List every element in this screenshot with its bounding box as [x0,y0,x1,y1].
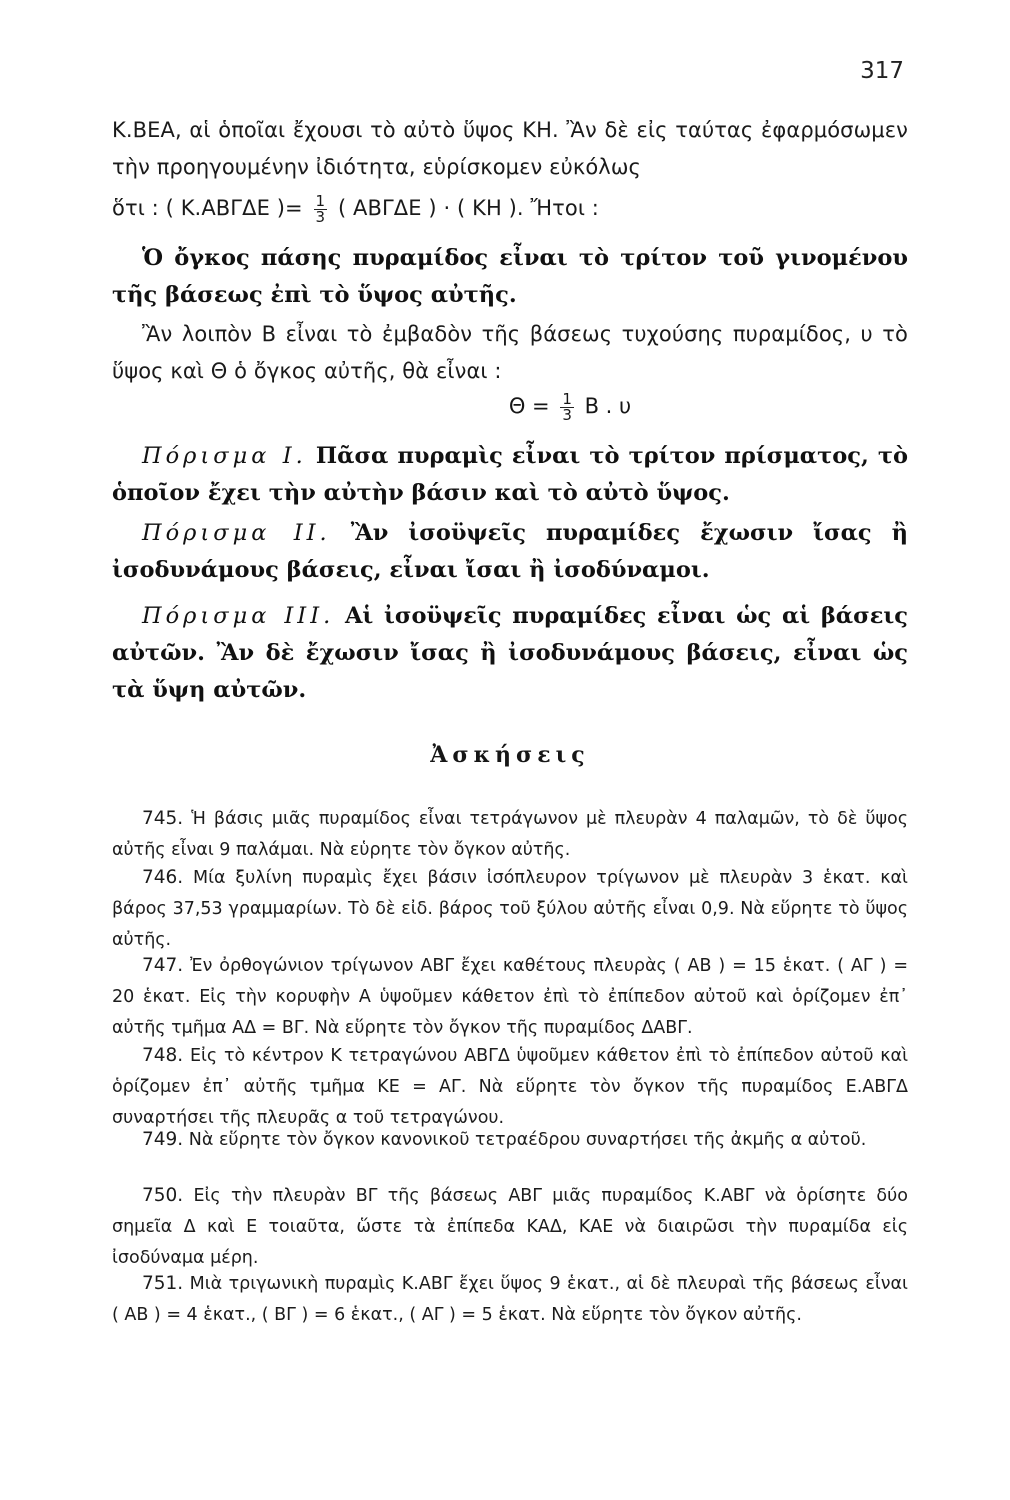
statement-block [112,316,908,390]
exercise-745 [112,803,908,866]
formula-rhs: ( ΑΒΓΔΕ ) · ( ΚΗ ). [337,196,524,220]
corollary-text: Ἂν ἰσοϋψεῖς πυραμίδες ἔχωσιν ἴσας ἢ ἰσοδυνάμους βάσεις, εἶναι ἴσαι ἢ ἰσοδύναμοι. [112,520,909,583]
corollary-3 [112,598,908,709]
corollary-2 [112,515,908,589]
main-formula-rhs: Β . υ [584,394,632,418]
main-fraction-numerator: 1 [562,389,572,408]
page-number: 317 [860,58,904,84]
intro-formula-line [112,190,908,227]
corollary-1 [112,438,908,512]
exercise-text: Εἰς τὴν πλευρὰν ΒΓ τῆς βάσεως ΑΒΓ μιᾶς πυραμίδος Κ.ΑΒΓ νὰ ὁρίσητε δύο σημεῖα Δ καὶ Ε τοιαῦτα, ὥστε τὰ ἐπίπεδα ΚΑΔ, ΚΑΕ νὰ διαιρῶσι τὴν πυραμίδα εἰς ἰσοδύναμα μέρη. [112,1186,908,1268]
exercises-heading: Ἀσκήσεις [430,742,590,768]
exercise-number: 749. [142,1129,184,1150]
exercise-text: Νὰ εὕρητε τὸν ὄγκον κανονικοῦ τετραέδρου συναρτήσει τῆς ἀκμῆς α αὐτοῦ. [188,1130,867,1150]
main-fraction-denominator: 3 [562,405,572,424]
exercises-heading-block [112,742,908,768]
fraction-numerator: 1 [315,191,326,210]
exercise-number: 748. [142,1045,184,1066]
exercise-text: Ἐν ὀρθογώνιον τρίγωνον ΑΒΓ ἔχει καθέτους πλευρὰς ( ΑΒ ) = 15 ἑκατ. ( ΑΓ ) = 20 ἑκατ. Εἰς τὴν κορυφὴν Α ὑψοῦμεν κάθετον ἐπὶ τὸ ἐπίπεδον αὐτοῦ καὶ ὁρίζομεν ἐπ᾿ αὐτῆς τμῆμα ΑΔ = ΒΓ. Νὰ εὕρητε τὸν ὄγκον τῆς πυραμίδος ΔΑΒΓ. [112,956,908,1038]
exercise-text: Ἡ βάσις μιᾶς πυραμίδος εἶναι τετράγωνον μὲ πλευρὰν 4 παλαμῶν, τὸ δὲ ὕψος αὐτῆς εἶναι 9 παλάμαι. Νὰ εὑρητε τὸν ὄγκον αὐτῆς. [112,809,908,860]
corollary-label: Πόρισμα ΙΙ. [142,520,331,546]
exercise-text: Εἰς τὸ κέντρον Κ τετραγώνου ΑΒΓΔ ὑψοῦμεν κάθετον ἐπὶ τὸ ἐπίπεδον αὐτοῦ καὶ ὁρίζομεν ἐπ᾿ αὐτῆς τμῆμα ΚΕ = ΑΓ. Νὰ εὕρητε τὸν ὄγκον τῆς πυραμίδος Ε.ΑΒΓΔ συναρτήσει τῆς πλευρᾶς α τοῦ τετραγώνου. [112,1046,908,1128]
exercise-number: 745. [142,808,184,829]
exercise-748 [112,1040,908,1134]
theorem-text: Ὁ ὄγκος πάσης πυραμίδος εἶναι τὸ τρίτον τοῦ γινομένου τῆς βάσεως ἐπὶ τὸ ὕψος αὐτῆς. [112,245,908,308]
corollary-text: Πᾶσα πυραμὶς εἶναι τὸ τρίτον πρίσματος, τὸ ὁποῖον ἔχει τὴν αὐτὴν βάσιν καὶ τὸ αὐτὸ ὕψος. [112,443,908,506]
formula-lhs: ὅτι : ( Κ.ΑΒΓΔΕ )= [112,196,303,220]
statement-text: Ἂν λοιπὸν Β εἶναι τὸ ἐμβαδὸν τῆς βάσεως τυχούσης πυραμίδος, υ τὸ ὕψος καὶ Θ ὁ ὄγκος αὐτῆς, θὰ εἶναι : [112,322,908,383]
exercise-number: 747. [142,955,184,976]
exercise-number: 746. [142,867,184,888]
fraction [314,191,328,226]
exercise-number: 751. [142,1273,184,1294]
corollary-label: Πόρισμα ΙΙΙ. [142,603,335,629]
exercise-747 [112,950,908,1044]
main-formula [112,382,908,430]
intro-text: Κ.ΒΕΑ, αἱ ὁποῖαι ἔχουσι τὸ αὐτὸ ὕψος ΚΗ. Ἂν δὲ εἰς ταύτας ἐφαρμόσωμεν τὴν προηγουμένην ἰδιότητα, εὑρίσκομεν εὐκόλως [112,118,908,179]
exercise-text: Μία ξυλίνη πυραμὶς ἔχει βάσιν ἰσόπλευρον τρίγωνον μὲ πλευρὰν 3 ἑκατ. καὶ βάρος 37,53 γραμμαρίων. Τὸ δὲ εἰδ. βάρος τοῦ ξύλου αὐτῆς εἶναι 0,9. Νὰ εὕρητε τὸ ὕψος αὐτῆς. [112,868,908,950]
exercise-number: 750. [142,1185,184,1206]
theorem-block [112,240,908,314]
corollary-label: Πόρισμα Ι. [142,443,307,469]
intro-paragraph [112,112,908,227]
hence-text: Ἤτοι : [530,196,599,220]
main-formula-lhs: Θ = [508,394,550,418]
exercise-749 [112,1124,908,1156]
exercise-751 [112,1268,908,1331]
fraction-denominator: 3 [315,207,326,226]
main-fraction [560,389,574,424]
exercise-750 [112,1180,908,1274]
corollary-text: Αἱ ἰσοϋψεῖς πυραμίδες εἶναι ὡς αἱ βάσεις αὐτῶν. Ἂν δὲ ἔχωσιν ἴσας ἢ ἰσοδυνάμους βάσεις, εἶναι ὡς τὰ ὕψη αὐτῶν. [112,603,908,703]
exercise-746 [112,862,908,956]
exercise-text: Μιὰ τριγωνικὴ πυραμὶς Κ.ΑΒΓ ἔχει ὕψος 9 ἑκατ., αἱ δὲ πλευραὶ τῆς βάσεως εἶναι ( ΑΒ ) = 4 ἑκατ., ( ΒΓ ) = 6 ἑκατ., ( ΑΓ ) = 5 ἑκατ. Νὰ εὕρητε τὸν ὄγκον αὐτῆς. [112,1274,908,1325]
